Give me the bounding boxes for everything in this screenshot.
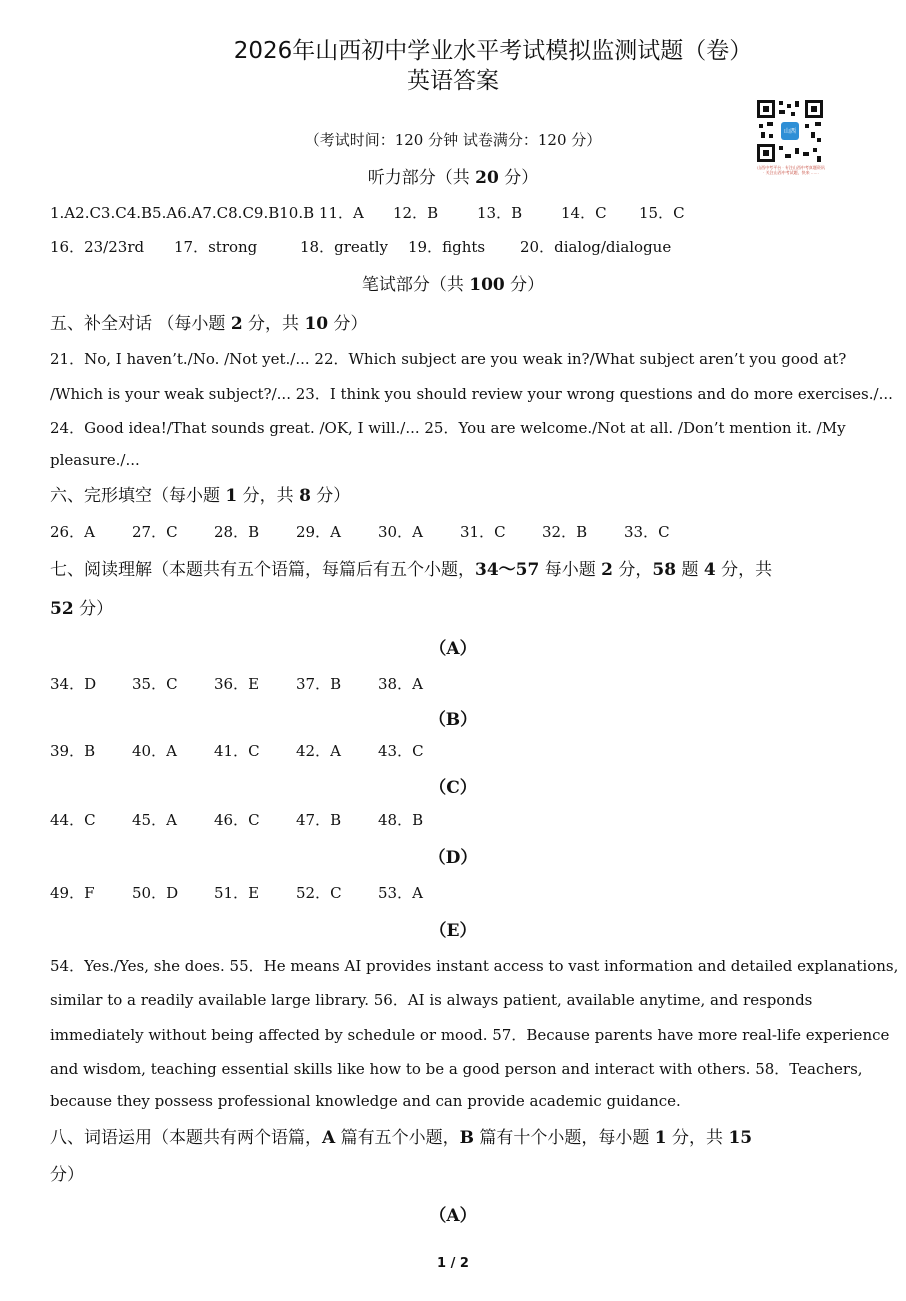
part-e-line: because they possess professional knowledge and can provide academic guidance. — [50, 1092, 681, 1110]
part-e-line: 54．Yes./Yes, she does. 55．He means AI provides instant access to vast information and detailed explanations, — [50, 957, 899, 975]
answer: 12．B — [393, 204, 439, 222]
part-e-line: similar to a readily available large library. 56．AI is always patient, available anytime, and responds — [50, 991, 813, 1009]
written-heading: 笔试部分（共 100 分） — [361, 275, 545, 295]
section8-heading-cont: 分） — [50, 1165, 84, 1185]
answer: 19．fights — [408, 238, 486, 256]
answer: 34．D — [50, 675, 97, 693]
exam-info: （考试时间：120 分钟 试卷满分：120 分） — [304, 131, 602, 149]
answer: 51．E — [214, 884, 260, 902]
listening-answers-line1 — [50, 202, 685, 223]
answer: 42．A — [296, 742, 341, 760]
answer: 45．A — [132, 811, 177, 829]
section5-heading: 五、补全对话 （每小题 2 分，共 10 分） — [50, 314, 368, 334]
answer: 13．B — [477, 204, 523, 222]
section7-heading-cont: 52 分） — [50, 599, 114, 619]
answer: 28．B — [214, 523, 260, 541]
section7-heading: 七、阅读理解（本题共有五个语篇，每篇后有五个小题，34～57 每小题 2 分，58 题 4 分，共 — [50, 560, 773, 580]
section6-heading: 六、完形填空（每小题 1 分，共 8 分） — [50, 486, 351, 506]
answer: 37．B — [296, 675, 342, 693]
section5-line: /Which is your weak subject?/... 23．I think you should review your wrong questions and do more exercises./... — [50, 385, 893, 403]
answer: 44．C — [50, 811, 96, 829]
part-a-answers — [50, 673, 423, 694]
part-e-line: immediately without being affected by schedule or mood. 57．Because parents have more real-life experience — [50, 1026, 890, 1044]
answer: 46．C — [214, 811, 260, 829]
listening-answers-line2 — [50, 236, 671, 257]
answer: 35．C — [132, 675, 178, 693]
answer: 36．E — [214, 675, 260, 693]
part-label-a: （A） — [429, 639, 477, 659]
answer: 40．A — [132, 742, 177, 760]
answer: 50．D — [132, 884, 179, 902]
part-d-answers — [50, 882, 423, 903]
section5-line: 21．No, I haven’t./No. /Not yet./... 22．Which subject are you weak in?/What subject aren’t you good at? — [50, 350, 847, 368]
qr-code-icon — [755, 98, 825, 164]
part-b-answers — [50, 740, 424, 761]
svg-text:山西: 山西 — [783, 128, 797, 135]
answer: 26．A — [50, 523, 95, 541]
part-label-b: （B） — [428, 710, 478, 730]
answer: 48．B — [378, 811, 424, 829]
section8-heading: 八、词语运用（本题共有两个语篇，A 篇有五个小题，B 篇有十个小题，每小题 1 分，共 15 — [50, 1128, 753, 1148]
listening-heading: 听力部分（共 20 分） — [367, 168, 539, 188]
part-label-d: （D） — [428, 848, 478, 868]
answer: 41．C — [214, 742, 260, 760]
answer: 47．B — [296, 811, 342, 829]
document-subtitle: 英语答案 — [407, 68, 499, 94]
document-title: 2026年山西初中学业水平考试模拟监测试题（卷） — [233, 38, 753, 64]
answer: 17．strong — [174, 238, 258, 256]
answer: 49．F — [50, 884, 95, 902]
answer: 30．A — [378, 523, 423, 541]
answer: 32．B — [542, 523, 588, 541]
answer: 15．C — [639, 204, 685, 222]
part-e-line: and wisdom, teaching essential skills like how to be a good person and interact with others. 58．Teachers, — [50, 1060, 863, 1078]
page-number: 1 / 2 — [437, 1256, 469, 1271]
answer: 38．A — [378, 675, 423, 693]
answer: 31．C — [460, 523, 506, 541]
section8-part-label-a: （A） — [429, 1206, 477, 1226]
section5-line: pleasure./... — [50, 451, 140, 469]
answer: 43．C — [378, 742, 424, 760]
answer: 39．B — [50, 742, 96, 760]
answer: 18．greatly — [300, 238, 388, 256]
answer: 16．23/23rd — [50, 238, 145, 256]
answer: 14．C — [561, 204, 607, 222]
part-label-e: （E） — [429, 921, 477, 941]
answer: 29．A — [296, 523, 341, 541]
qr-caption: 山西中考平台 · 专注山西中考真题资讯 · 关注山西中考试题，快来 …… — [757, 165, 825, 175]
answer: 27．C — [132, 523, 178, 541]
part-label-c: （C） — [429, 778, 477, 798]
answer: 20．dialog/dialogue — [520, 238, 672, 256]
answer: 53．A — [378, 884, 423, 902]
section5-line: 24．Good idea!/That sounds great. /OK, I will./... 25．You are welcome./Not at all. /Don’t mention it. /My — [50, 419, 846, 437]
part-c-answers — [50, 809, 423, 830]
section6-answers — [50, 521, 670, 542]
answer: 33．C — [624, 523, 670, 541]
answer-group: 1.A2.C3.C4.B5.A6.A7.C8.C9.B10.B 11．A — [50, 204, 364, 222]
answer: 52．C — [296, 884, 342, 902]
